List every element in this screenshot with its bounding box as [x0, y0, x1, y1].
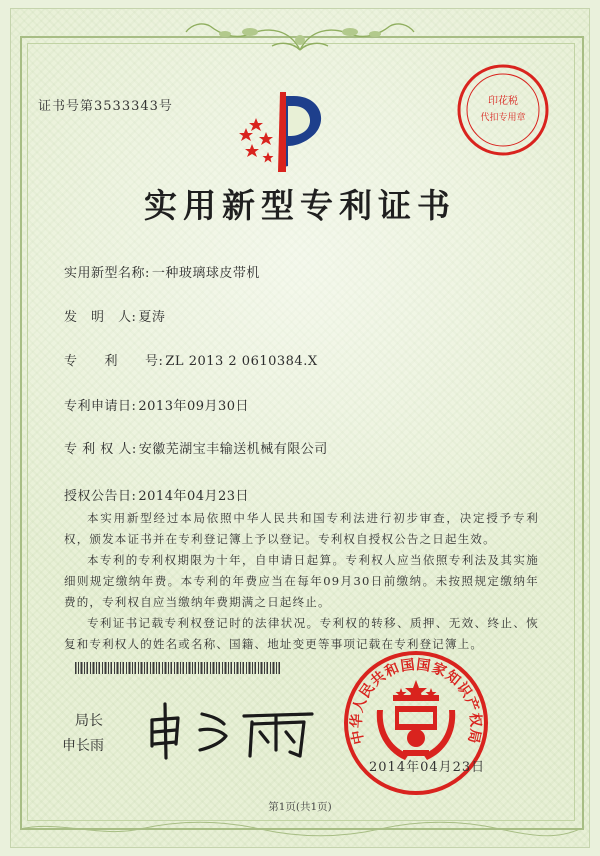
utility-model-name-label: 实用新型名称:	[64, 266, 150, 281]
utility-model-name-row	[64, 262, 260, 281]
seal-date: 2014年04月23日	[369, 760, 486, 775]
grant-date: 2014年04月23日	[138, 489, 250, 504]
inventor-label: 发 明 人:	[64, 310, 137, 325]
patentee-label: 专 利 权 人:	[64, 442, 137, 457]
director-title: 局长	[75, 713, 103, 729]
patent-number: ZL 2013 2 0610384.X	[165, 354, 318, 369]
barcode	[75, 662, 281, 674]
patentee-row	[64, 438, 328, 457]
svg-text:印花税: 印花税	[488, 96, 518, 107]
application-date: 2013年09月30日	[138, 399, 250, 414]
page-number: 第1页(共1页)	[268, 801, 332, 813]
director-signature	[140, 700, 315, 760]
paragraph-3: 专利证书记载专利权登记时的法律状况。专利权的转移、质押、无效、终止、恢复和专利权人的姓名或名称、国籍、地址变更等事项记载在专利登记簿上。	[64, 616, 539, 651]
inventor: 夏涛	[138, 310, 166, 325]
tax-seal-stamp	[455, 62, 551, 158]
paragraph-2: 本专利的专利权期限为十年，自申请日起算。专利权人应当依照专利法及其实施细则规定缴纳年费。本专利的年费应当在每年09月30日前缴纳。未按照规定缴纳年费的，专利权自应当缴纳年费期满之日起终止。	[64, 553, 539, 609]
bottom-ornament	[20, 818, 580, 840]
paragraph-1: 本实用新型经过本局依照中华人民共和国专利法进行初步审查，决定授予专利权，颁发本证书并在专利登记簿上予以登记。专利权自授权公告之日起生效。	[64, 511, 539, 546]
certificate-number: 证书号第3533343号	[38, 99, 173, 114]
patentee: 安徽芜湖宝丰输送机械有限公司	[138, 442, 328, 457]
sipo-logo-icon	[236, 88, 336, 173]
patent-number-row	[64, 350, 318, 369]
seal-text: 中华人民共和国国家知识产权局	[348, 657, 484, 746]
grant-date-label: 授权公告日:	[64, 489, 137, 504]
application-date-row	[64, 395, 249, 414]
top-ornament	[180, 20, 420, 54]
certificate-title: 实用新型专利证书	[144, 186, 456, 225]
utility-model-name: 一种玻璃球皮带机	[151, 266, 260, 281]
svg-text:代扣专用章: 代扣专用章	[480, 113, 526, 123]
grant-date-row	[64, 485, 249, 504]
inventor-row	[64, 306, 165, 325]
patent-number-label: 专 利 号:	[64, 354, 164, 369]
application-date-label: 专利申请日:	[64, 399, 137, 414]
director-name: 申长雨	[62, 738, 104, 754]
